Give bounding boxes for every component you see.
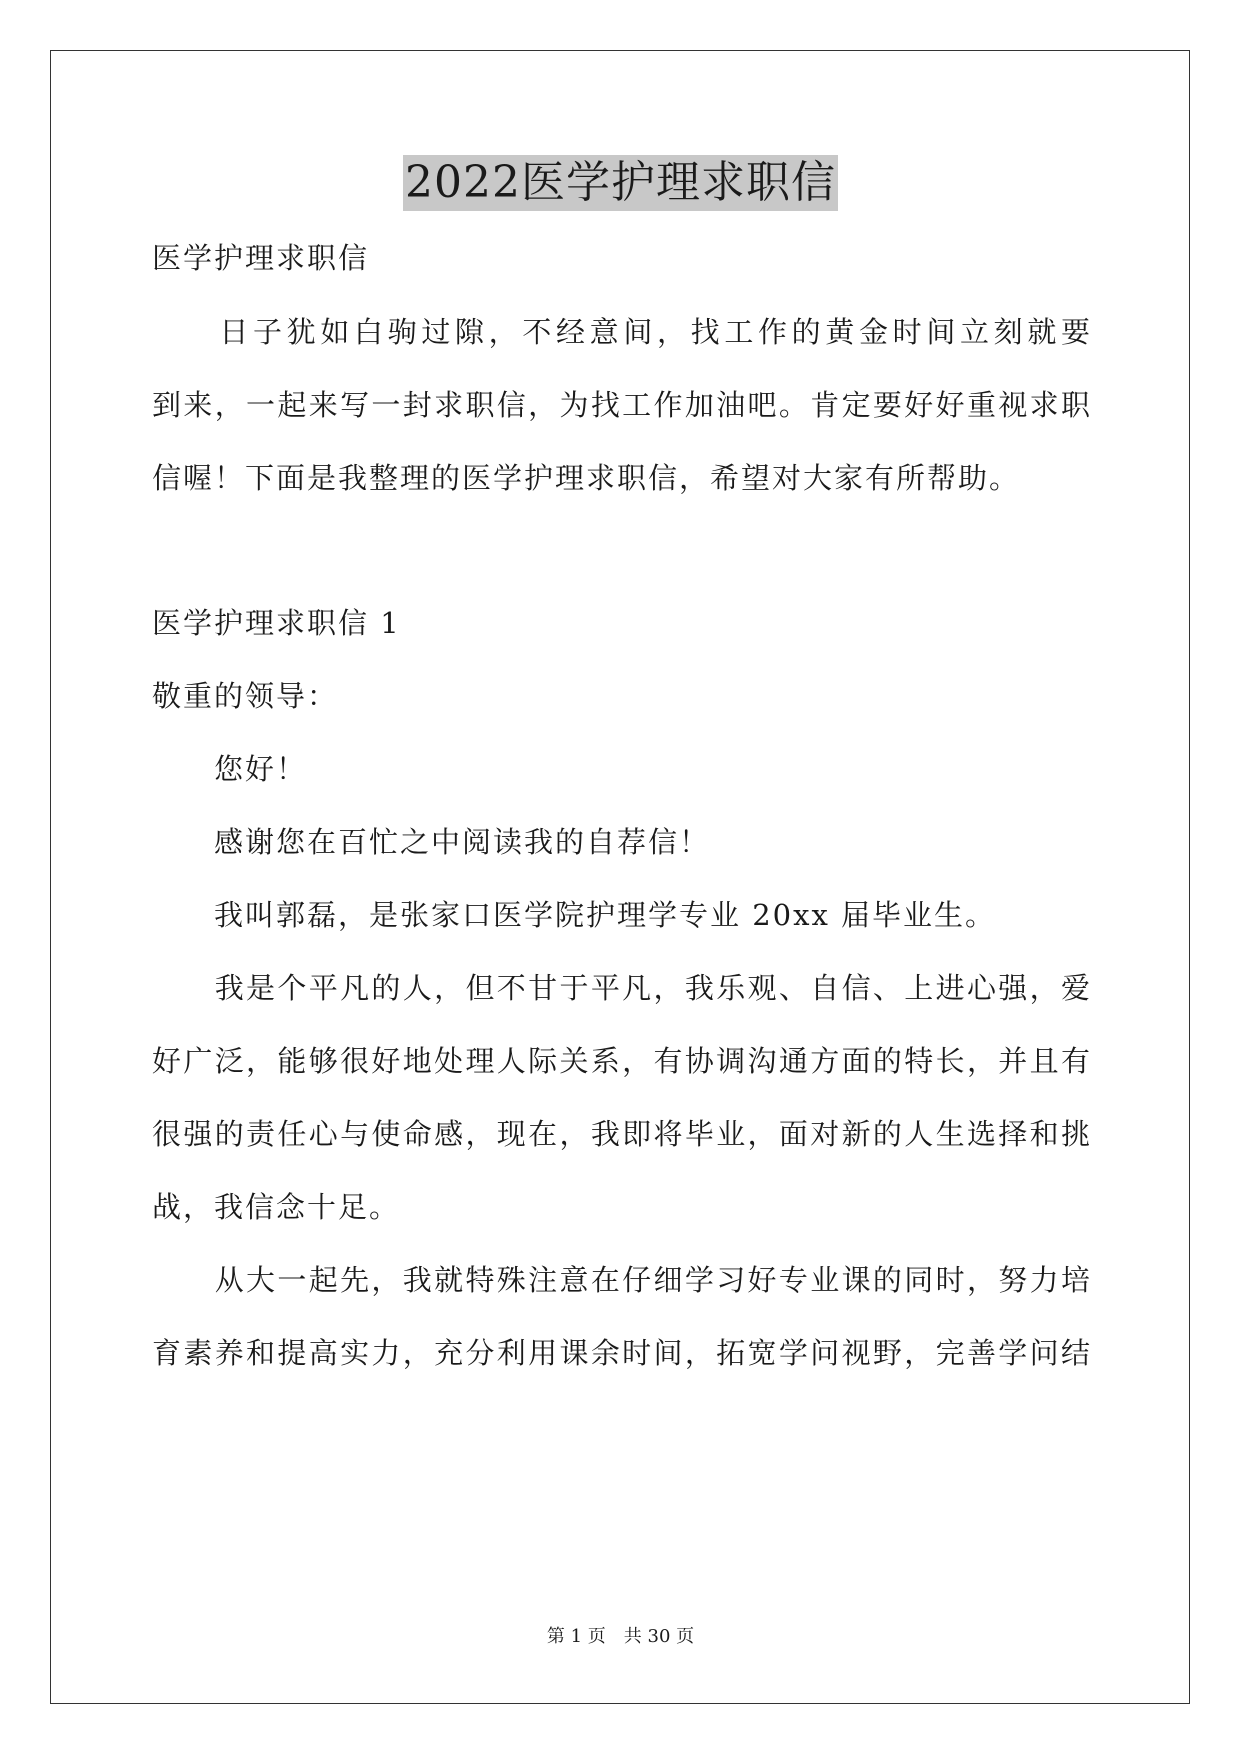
- thanks-line: 感谢您在百忙之中阅读我的自荐信！: [152, 825, 711, 859]
- section-heading: 医学护理求职信 1: [152, 606, 401, 640]
- para-personality-line-4: 战，我信念十足。: [152, 1190, 401, 1224]
- salutation: 敬重的领导：: [152, 679, 339, 713]
- intro-line-1: 日子犹如白驹过隙，不经意间，找工作的黄金时间立刻就要: [152, 315, 1092, 349]
- para-personality-line-1: 我是个平凡的人，但不甘于平凡，我乐观、自信、上进心强，爱: [152, 971, 1092, 1005]
- page-footer: 第 1 页 共 30 页: [546, 1626, 695, 1647]
- para-personality-line-3: 很强的责任心与使命感，现在，我即将毕业，面对新的人生选择和挑: [152, 1117, 1092, 1151]
- document-title: 2022医学护理求职信: [403, 155, 838, 211]
- page-border: [50, 50, 1190, 1704]
- intro-line-3: 信喔！下面是我整理的医学护理求职信，希望对大家有所帮助。: [152, 461, 1021, 495]
- para-study-line-2: 育素养和提高实力，充分利用课余时间，拓宽学问视野，完善学问结: [152, 1336, 1092, 1370]
- para-study-line-1: 从大一起先，我就特殊注意在仔细学习好专业课的同时，努力培: [152, 1263, 1092, 1297]
- greeting: 您好！: [152, 752, 308, 786]
- self-intro-line: 我叫郭磊，是张家口医学院护理学专业 20xx 届毕业生。: [152, 898, 997, 932]
- para-personality-line-2: 好广泛，能够很好地处理人际关系，有协调沟通方面的特长，并且有: [152, 1044, 1092, 1078]
- letter-heading: 医学护理求职信: [152, 241, 370, 275]
- intro-line-2: 到来，一起来写一封求职信，为找工作加油吧。肯定要好好重视求职: [152, 388, 1092, 422]
- title-wrap: [0, 155, 1241, 211]
